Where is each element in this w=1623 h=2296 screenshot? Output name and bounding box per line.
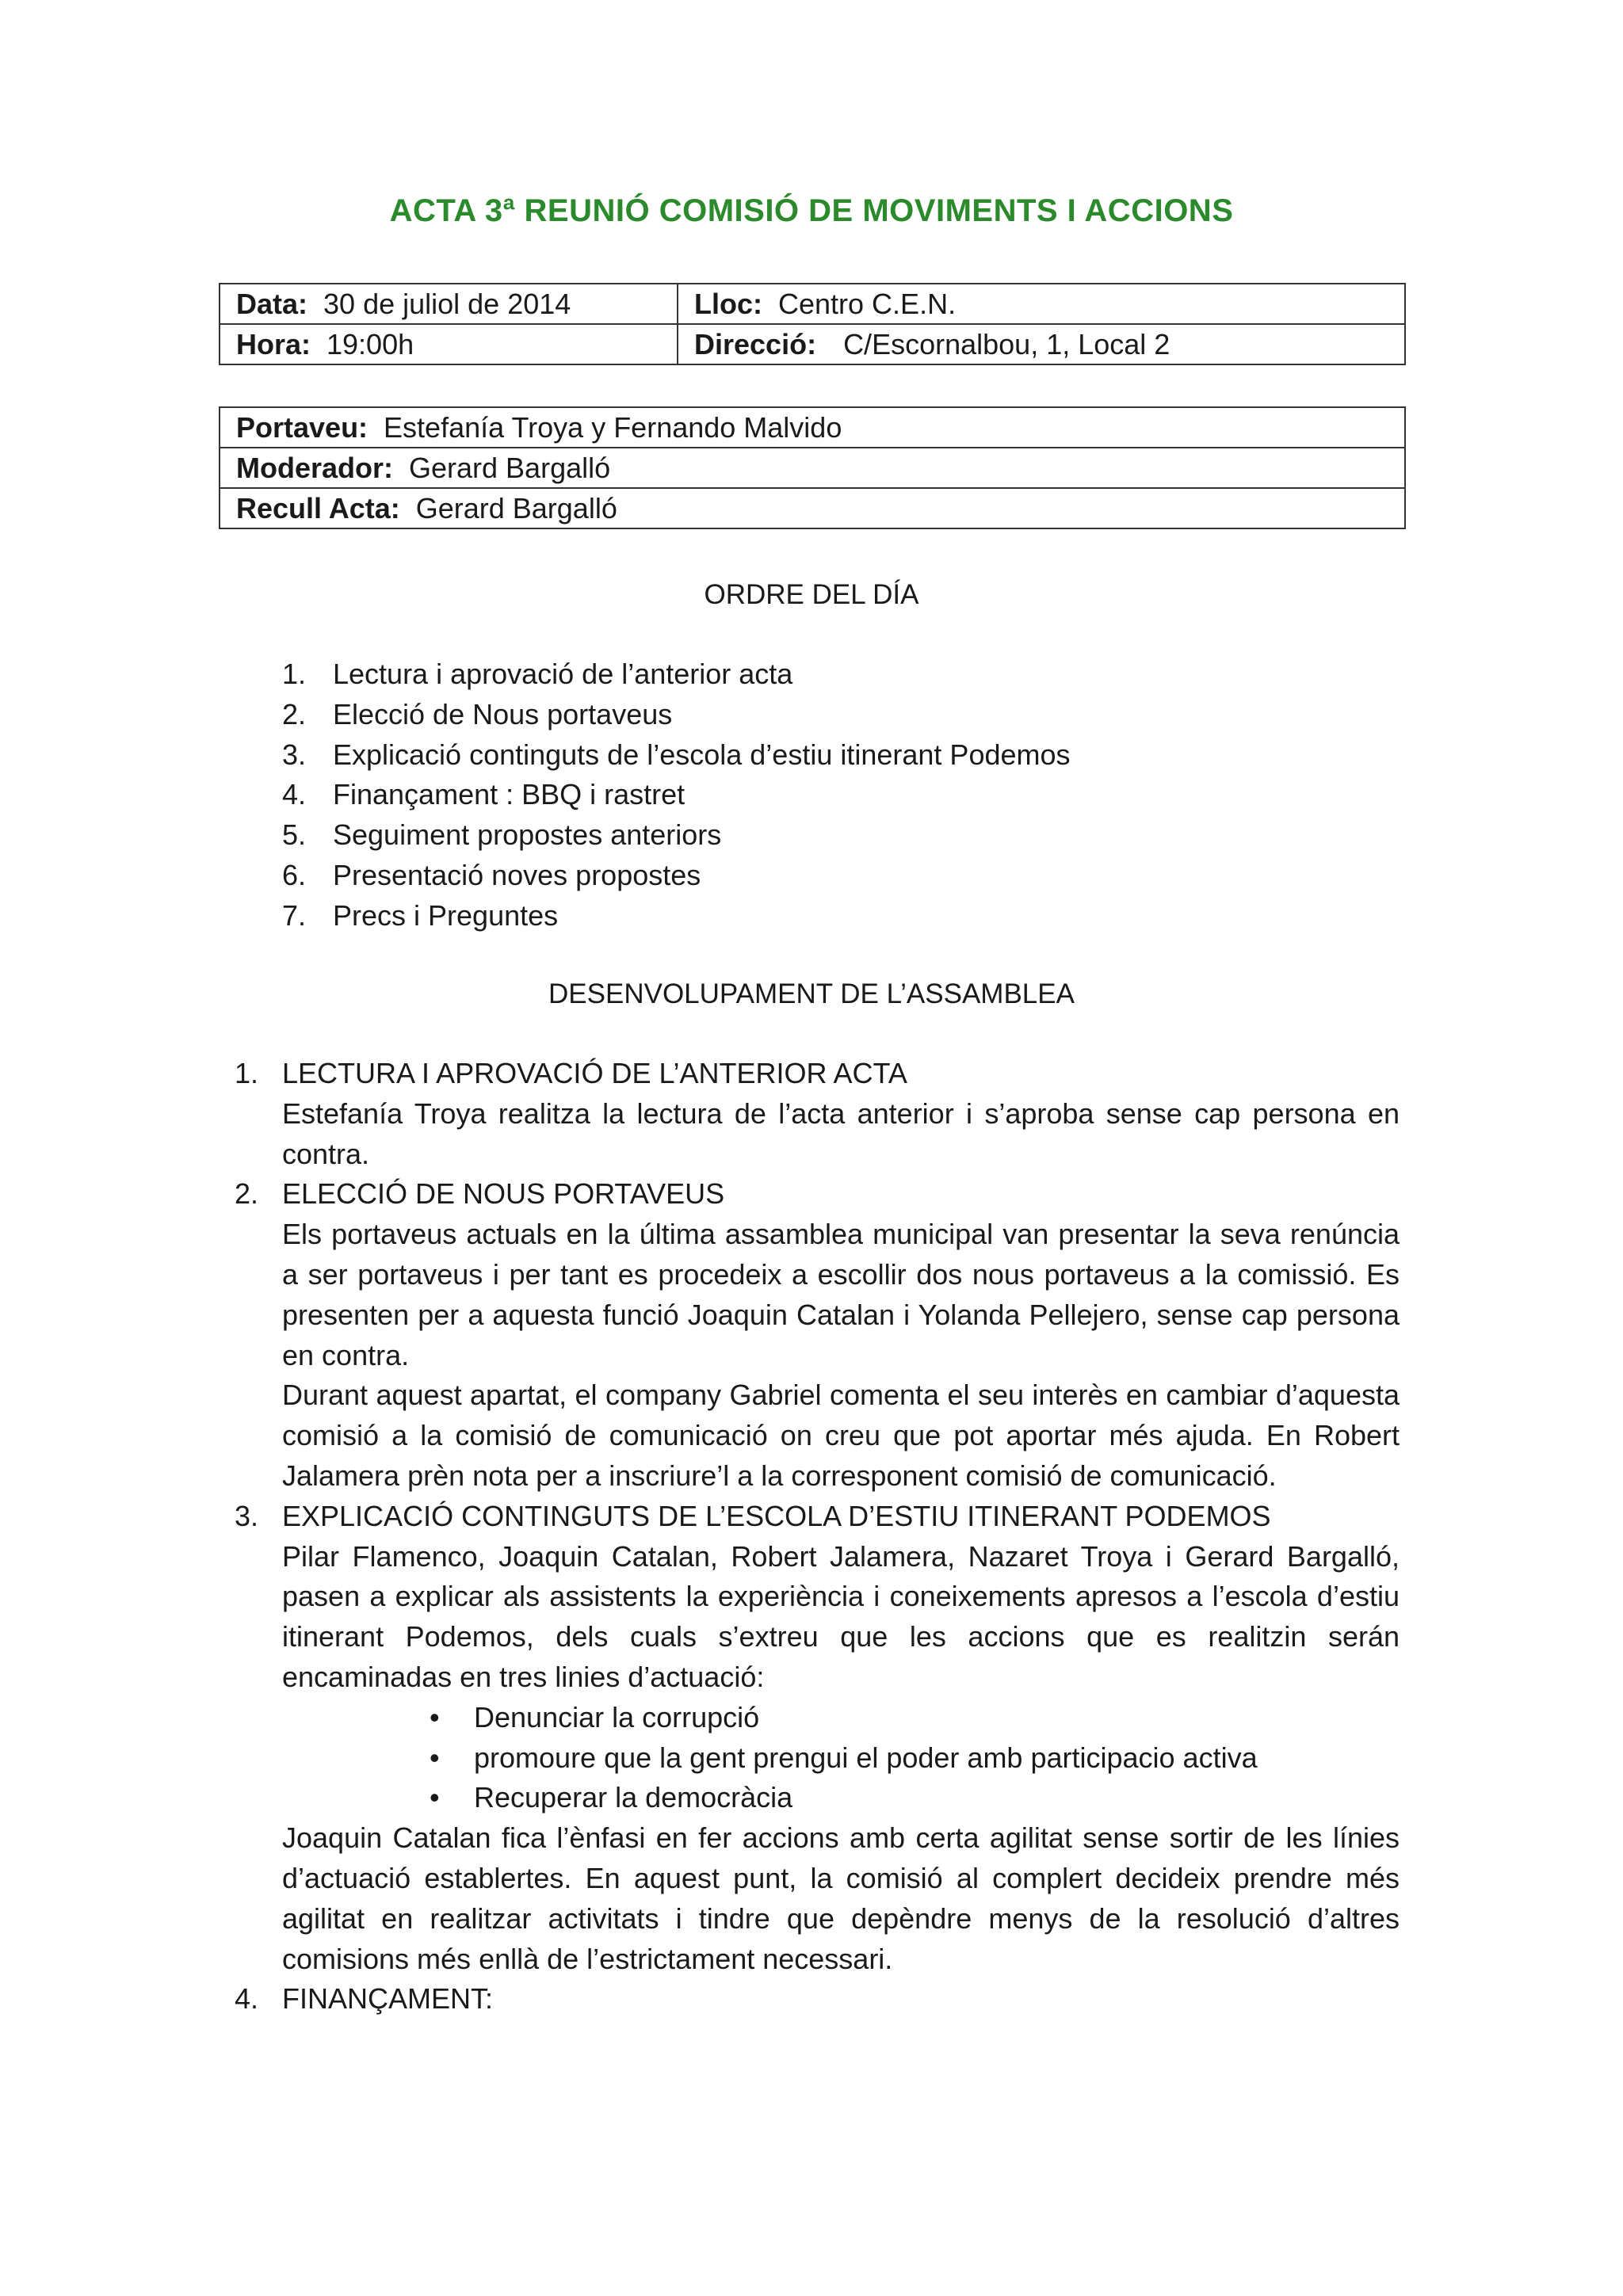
time-label: Hora: <box>236 328 311 360</box>
location-label: Lloc: <box>694 288 762 320</box>
section-title: FINANÇAMENT: <box>282 1982 494 2016</box>
minutes-taker-cell <box>220 488 1405 528</box>
agenda-list <box>282 654 1071 936</box>
spokesperson-label: Portaveu: <box>236 411 369 444</box>
section-heading <box>235 1497 1400 1537</box>
section-number: 3. <box>235 1499 259 1532</box>
agenda-text: Seguiment propostes anteriors <box>333 818 722 852</box>
bullet-item: • Denunciar la corrupció <box>430 1698 1400 1738</box>
section-number: 4. <box>235 1982 259 2016</box>
development-sections <box>235 1054 1400 2019</box>
agenda-text: Finançament : BBQ i rastret <box>333 778 685 811</box>
address-label: Direcció: <box>694 328 817 360</box>
section-number: 1. <box>235 1057 259 1089</box>
address-value: C/Escornalbou, 1, Local 2 <box>843 328 1170 360</box>
section-heading <box>235 1174 1400 1215</box>
development-heading: DESENVOLUPAMENT DE L’ASSAMBLEA <box>548 978 1075 1009</box>
agenda-text: Lectura i aprovació de l’anterior acta <box>333 658 793 690</box>
section-heading <box>235 1979 1400 2019</box>
section-paragraph: Pilar Flamenco, Joaquin Catalan, Robert Jalamera, Nazaret Troya i Gerard Bargalló, pasen a explicar als assistents la experiència i coneixements apresos a l’escola d’estiu itinerant Podemos, dels cuals s’extreu que les accions que es realitzin serán encaminadas en tres linies d’actuació: <box>282 1539 1400 1693</box>
date-value: 30 de juliol de 2014 <box>323 288 571 320</box>
agenda-text: Precs i Preguntes <box>333 898 559 932</box>
roles-table <box>219 406 1406 529</box>
moderator-value: Gerard Bargalló <box>409 452 611 484</box>
agenda-text: Elecció de Nous portaveus <box>333 697 673 730</box>
moderator-label: Moderador: <box>236 452 393 484</box>
bullet-item: • promoure que la gent prengui el poder amb participacio activa <box>430 1738 1400 1779</box>
spokesperson-value: Estefanía Troya y Fernando Malvido <box>384 411 842 444</box>
section-title: LECTURA I APROVACIÓ DE L’ANTERIOR ACTA <box>282 1057 907 1089</box>
section-title: ELECCIÓ DE NOUS PORTAVEUS <box>282 1177 725 1211</box>
section-number: 2. <box>235 1177 259 1211</box>
action-lines-list <box>235 1698 1400 1818</box>
agenda-number: 2. <box>282 697 307 730</box>
agenda-item <box>282 856 1071 896</box>
section-paragraph: Els portaveus actuals en la última assamblea municipal van presentar la seva renúncia a ser portaveus i per tant es procedeix a escollir dos nous portaveus a la comissió. Es presenten per a aquesta funció Joaquin Catalan i Yolanda Pellejero, sense cap persona en contra. <box>282 1218 1400 1371</box>
agenda-text: Explicació continguts de l’escola d’estiu itinerant Podemos <box>333 738 1071 771</box>
moderator-cell <box>220 448 1405 488</box>
agenda-number: 7. <box>282 898 307 932</box>
agenda-number: 3. <box>282 738 307 771</box>
agenda-item <box>282 775 1071 815</box>
section-paragraph: Durant aquest apartat, el company Gabriel comenta el seu interès en cambiar d’aquesta comisió a la comisió de comunicació on creu que pot aportar més ajuda. En Robert Jalamera prèn nota per a inscriure’l a la corresponent comisió de comunicació. <box>282 1379 1400 1492</box>
section-paragraph: Joaquin Catalan fica l’ènfasi en fer accions amb certa agilitat sense sortir de les línies d’actuació establertes. En aquest punt, la comisió al complert decideix prendre més agilitat en realitzar activitats i tindre que depèndre menys de la resolució d’altres comisions més enllà de l’estrictament necessari. <box>282 1821 1400 1975</box>
agenda-item <box>282 695 1071 735</box>
date-label: Data: <box>236 288 308 320</box>
spokesperson-cell <box>220 407 1405 448</box>
agenda-item <box>282 654 1071 695</box>
meeting-info-table <box>219 283 1406 365</box>
agenda-item <box>282 735 1071 776</box>
agenda-number: 4. <box>282 778 307 811</box>
section-heading <box>235 1054 1400 1094</box>
minutes-taker-value: Gerard Bargalló <box>415 492 617 524</box>
agenda-number: 1. <box>282 658 307 690</box>
document-title: ACTA 3ª REUNIÓ COMISIÓ DE MOVIMENTS I ACCIONS <box>389 193 1234 228</box>
agenda-number: 6. <box>282 858 307 891</box>
location-cell <box>678 284 1405 324</box>
minutes-taker-label: Recull Acta: <box>236 492 400 524</box>
agenda-text: Presentació noves propostes <box>333 858 701 891</box>
section-title: EXPLICACIÓ CONTINGUTS DE L’ESCOLA D’ESTIU ITINERANT PODEMOS <box>282 1499 1271 1532</box>
bullet-item: • Recuperar la democràcia <box>430 1778 1400 1818</box>
time-value: 19:00h <box>327 328 414 360</box>
date-cell <box>220 284 678 324</box>
agenda-item <box>282 896 1071 936</box>
agenda-item <box>282 815 1071 856</box>
address-cell <box>678 324 1405 364</box>
section-paragraph: Estefanía Troya realitza la lectura de l’acta anterior i s’aproba sense cap persona en contra. <box>282 1097 1400 1170</box>
location-value: Centro C.E.N. <box>778 288 957 320</box>
time-cell <box>220 324 678 364</box>
agenda-number: 5. <box>282 818 307 852</box>
agenda-heading: ORDRE DEL DÍA <box>704 579 919 610</box>
